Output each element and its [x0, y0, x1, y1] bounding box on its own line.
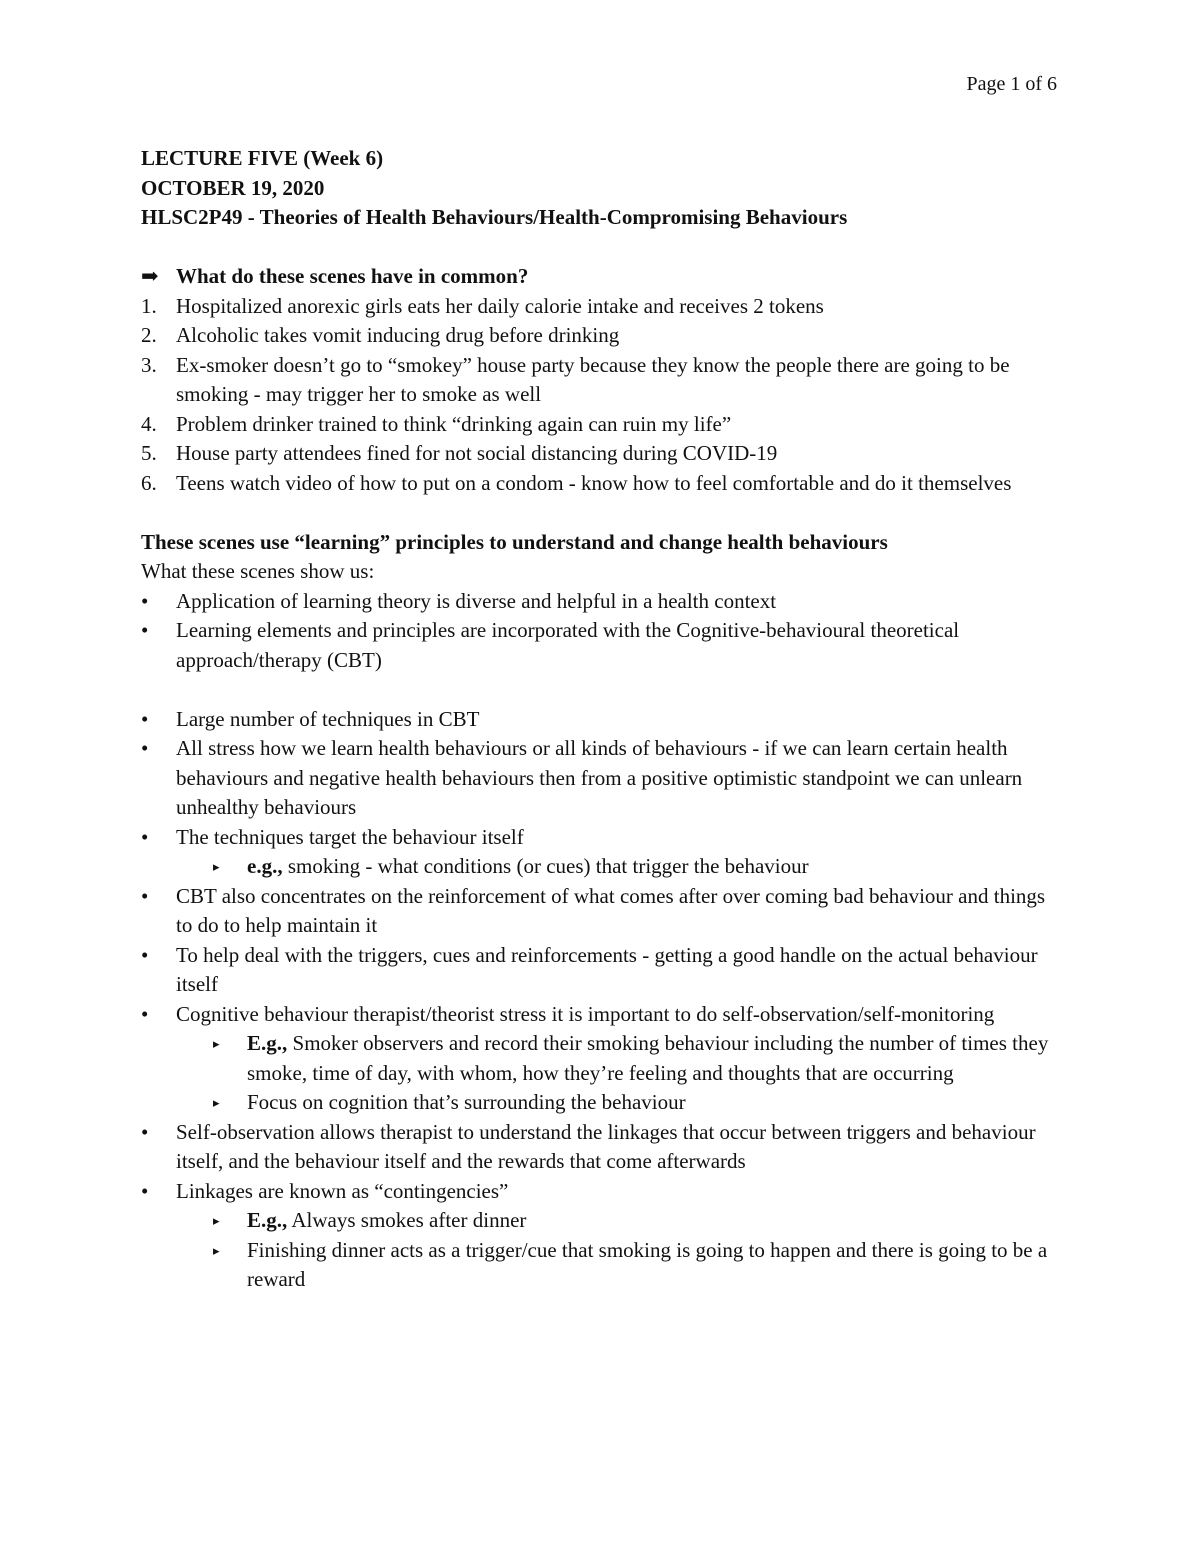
bullet-item [141, 616, 1066, 675]
list-item [141, 351, 1066, 410]
sub-bullet-text: Focus on cognition that’s surrounding the behaviour [247, 1090, 686, 1114]
bullet-text: Application of learning theory is diverse and helpful in a health context [176, 588, 777, 613]
triangle-bullet-icon: ▸ [213, 1242, 220, 1258]
bullet-item [141, 1118, 1066, 1177]
bullet-icon: • [141, 1119, 149, 1144]
sub-bullet-text: Smoker observers and record their smoking behaviour including the number of times they smoke, time of day, with whom, how they’re feeling and thoughts that are occurring [247, 1031, 1049, 1085]
list-item-text: Alcoholic takes vomit inducing drug before drinking [176, 323, 620, 347]
sub-bullet-text: Finishing dinner acts as a trigger/cue that smoking is going to happen and there is going to be a reward [247, 1237, 1048, 1291]
triangle-bullet-icon: ▸ [213, 1213, 220, 1228]
sub-bullet-text: Always smokes after dinner [287, 1208, 527, 1232]
bullet-item [141, 705, 1066, 735]
example-label: e.g., [247, 854, 283, 878]
bullet-item [141, 941, 1066, 1000]
triangle-bullet-icon: ▸ [213, 1095, 220, 1110]
list-item-text: Ex-smoker doesn’t go to “smokey” house party because they know the people there are going to be smoking - may trigger her to smoke as well [176, 352, 1010, 406]
sub-bullet-item [141, 1236, 1066, 1295]
bullet-text: Linkages are known as “contingencies” [176, 1178, 509, 1203]
bullet-text: To help deal with the triggers, cues and reinforcements - getting a good handle on the actual behaviour itself [176, 942, 1038, 996]
arrow-icon: ➡ [141, 264, 159, 288]
section-heading: These scenes use “learning” principles to understand and change health behaviours [141, 529, 888, 554]
list-number: 6. [141, 470, 157, 495]
question-text: What do these scenes have in common? [176, 264, 529, 288]
bullet-icon: • [141, 706, 149, 731]
sub-bullet-item [141, 1029, 1066, 1088]
list-number: 5. [141, 441, 157, 465]
bullet-text: All stress how we learn health behaviours or all kinds of behaviours - if we can learn certain health behaviours and negative health behaviours then from a positive optimistic standpoint we can unlearn unhealthy behaviours [176, 736, 1023, 819]
example-label: E.g., [247, 1031, 288, 1055]
sub-bullet-item [141, 1088, 1066, 1118]
list-item [141, 439, 1066, 469]
bullet-item [141, 823, 1066, 853]
document-body [141, 144, 1066, 1295]
sub-bullet-text: smoking - what conditions (or cues) that trigger the behaviour [282, 854, 809, 878]
bullet-text: The techniques target the behaviour itself [176, 824, 524, 849]
bullet-text: Cognitive behaviour therapist/theorist stress it is important to do self-observation/self-monitoring [176, 1001, 995, 1026]
course-title: HLSC2P49 - Theories of Health Behaviours/Health-Compromising Behaviours [141, 205, 848, 229]
bullet-icon: • [141, 1001, 149, 1026]
list-item-text: Teens watch video of how to put on a condom - know how to feel comfortable and do it themselves [176, 470, 1012, 495]
list-item [141, 410, 1066, 440]
list-number: 3. [141, 352, 157, 377]
lecture-title: LECTURE FIVE (Week 6) [141, 146, 384, 170]
list-item [141, 292, 1066, 322]
bullet-text: Self-observation allows therapist to understand the linkages that occur between triggers and behaviour itself, and the behaviour itself and the rewards that come afterwards [176, 1119, 1036, 1173]
lecture-date: OCTOBER 19, 2020 [141, 175, 325, 200]
sub-bullet-item [141, 1206, 1066, 1236]
question-line [141, 262, 1066, 292]
triangle-bullet-icon: ▸ [213, 859, 220, 874]
bullet-icon: • [141, 618, 149, 642]
list-item [141, 321, 1066, 351]
bullet-item [141, 734, 1066, 823]
bullet-icon: • [141, 1178, 149, 1203]
list-number: 1. [141, 293, 157, 318]
list-item-text: Hospitalized anorexic girls eats her daily calorie intake and receives 2 tokens [176, 293, 824, 318]
triangle-bullet-icon: ▸ [213, 1036, 220, 1051]
bullet-text: Learning elements and principles are incorporated with the Cognitive-behavioural theoretical approach/therapy (CBT) [176, 618, 960, 672]
bullet-text: CBT also concentrates on the reinforcement of what comes after over coming bad behaviour and things to do to help maintain it [176, 883, 1046, 937]
list-item-text: House party attendees fined for not social distancing during COVID-19 [176, 441, 778, 465]
bullet-text: Large number of techniques in CBT [176, 706, 480, 731]
list-item [141, 469, 1066, 499]
list-number: 2. [141, 323, 157, 347]
list-number: 4. [141, 411, 157, 436]
bullet-item [141, 1000, 1066, 1030]
bullet-item [141, 1177, 1066, 1207]
bullet-item [141, 882, 1066, 941]
section-intro: What these scenes show us: [141, 559, 375, 583]
bullet-icon: • [141, 883, 149, 908]
list-item-text: Problem drinker trained to think “drinking again can ruin my life” [176, 411, 732, 436]
bullet-item [141, 587, 1066, 617]
bullet-icon: • [141, 824, 149, 849]
bullet-icon: • [141, 942, 149, 967]
sub-bullet-item [141, 852, 1066, 882]
example-label: E.g., [247, 1208, 288, 1232]
page-number: Page 1 of 6 [966, 73, 1057, 95]
bullet-icon: • [141, 588, 149, 613]
bullet-icon: • [141, 736, 149, 760]
